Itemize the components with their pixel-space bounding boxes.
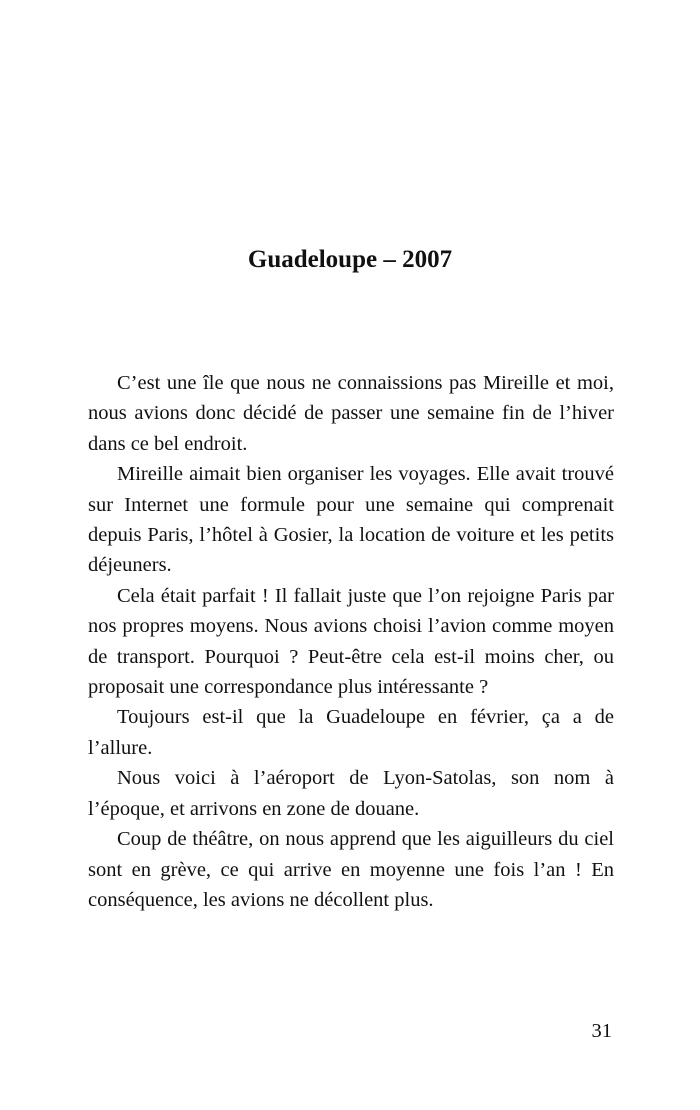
chapter-body: [88, 368, 614, 915]
paragraph-3: Cela était parfait ! Il fallait juste que l’on rejoigne Paris par nos propres moyens. Nous avions choisi l’avion comme moyen de transport. Pourquoi ? Peut-être cela est-il moins cher, ou proposait une correspondance plus intéressante ?: [88, 584, 614, 699]
paragraph-4: Toujours est-il que la Guadeloupe en février, ça a de l’allure.: [88, 706, 614, 759]
chapter-title: Guadeloupe – 2007: [247, 246, 453, 273]
paragraph-1: C’est une île que nous ne connaissions pas Mireille et moi, nous avions donc décidé de passer une semaine fin de l’hiver dans ce bel endroit.: [88, 372, 614, 455]
paragraph-5: Nous voici à l’aéroport de Lyon-Satolas, son nom à l’époque, et arrivons en zone de douane.: [88, 767, 614, 820]
paragraph-2: Mireille aimait bien organiser les voyages. Elle avait trouvé sur Internet une formule pour une semaine qui comprenait depuis Paris, l’hôtel à Gosier, la location de voiture et les petits déjeuners.: [88, 463, 614, 577]
paragraph-6: Coup de théâtre, on nous apprend que les aiguilleurs du ciel sont en grève, ce qui arrive en moyenne une fois l’an ! En conséquence, les avions ne décollent plus.: [88, 828, 614, 911]
page-number: 31: [591, 1020, 612, 1042]
